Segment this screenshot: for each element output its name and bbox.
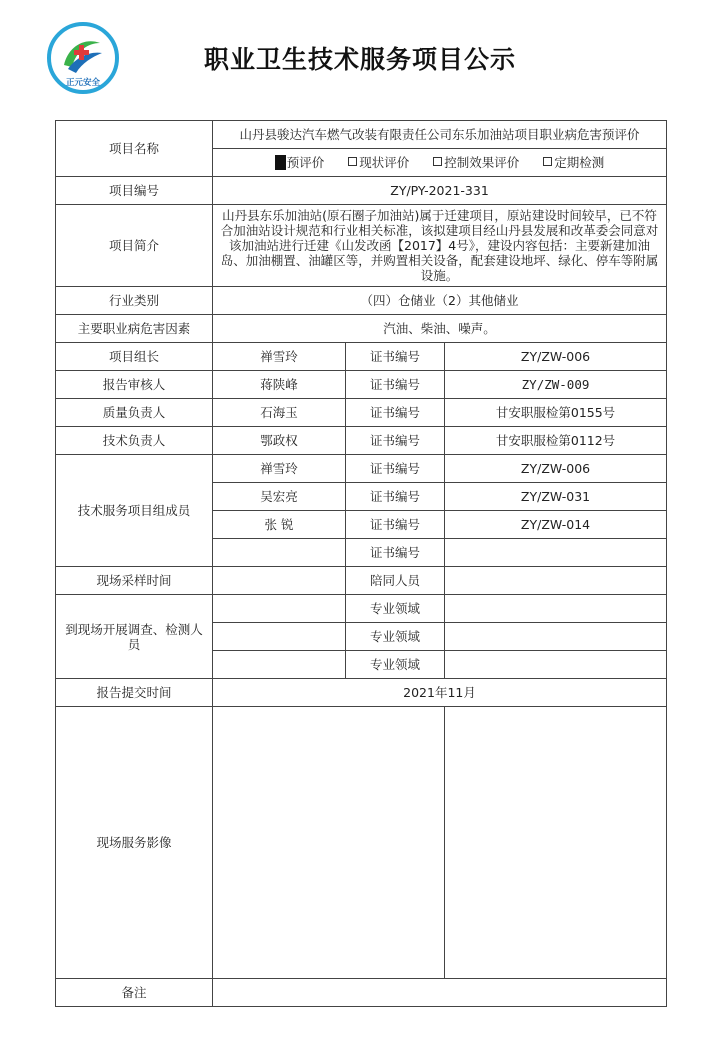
checkbox-empty-icon xyxy=(433,157,442,166)
member-name: 禅雪玲 xyxy=(213,455,346,483)
cert-label: 证书编号 xyxy=(346,371,445,399)
project-name-value: 山丹县骏达汽车燃气改装有限责任公司东乐加油站项目职业病危害预评价 xyxy=(213,121,667,149)
checkbox-empty-icon xyxy=(543,157,552,166)
member-cert: ZY/ZW-006 xyxy=(445,455,667,483)
tech-label: 技术负责人 xyxy=(56,427,213,455)
evaluation-type-options xyxy=(213,149,667,177)
member-name: 张 锐 xyxy=(213,511,346,539)
leader-name: 禅雪玲 xyxy=(213,343,346,371)
remarks-value xyxy=(213,979,667,1007)
intro-label: 项目简介 xyxy=(56,205,213,287)
type-control-eval[interactable]: 控制效果评价 xyxy=(433,155,519,170)
member-cert xyxy=(445,539,667,567)
cert-label: 证书编号 xyxy=(346,511,445,539)
type-periodic-test[interactable]: 定期检测 xyxy=(543,155,604,170)
submit-value: 2021年11月 xyxy=(213,679,667,707)
member-cert: ZY/ZW-031 xyxy=(445,483,667,511)
intro-value: 山丹县东乐加油站(原石圈子加油站)属于迁建项目，原站建设时间较早，已不符合加油站设计规范和行业相关标准，该拟建项目经山丹县发展和改革委会同意对该加油站进行迁建《山发改函【2017】4号》，建设内容包括：主要新建加油岛、加油棚置、油罐区等，并购置相关设备，配套建设地坪、绿化、停车等附属设施。 xyxy=(213,205,667,287)
info-table xyxy=(55,120,667,1007)
image-slot-left xyxy=(213,707,445,979)
tech-name: 鄂政权 xyxy=(213,427,346,455)
image-slot-right xyxy=(445,707,667,979)
hazards-label: 主要职业病危害因素 xyxy=(56,315,213,343)
cert-label: 证书编号 xyxy=(346,455,445,483)
member-name xyxy=(213,539,346,567)
quality-cert: 甘安职服检第0155号 xyxy=(445,399,667,427)
quality-label: 质量负责人 xyxy=(56,399,213,427)
onsite-person xyxy=(213,623,346,651)
onsite-person xyxy=(213,595,346,623)
quality-name: 石海玉 xyxy=(213,399,346,427)
member-cert: ZY/ZW-014 xyxy=(445,511,667,539)
industry-label: 行业类别 xyxy=(56,287,213,315)
cert-label: 证书编号 xyxy=(346,539,445,567)
cert-label: 证书编号 xyxy=(346,427,445,455)
member-name: 吴宏亮 xyxy=(213,483,346,511)
project-name-label: 项目名称 xyxy=(56,121,213,177)
cert-label: 证书编号 xyxy=(346,399,445,427)
reviewer-cert: ZY/ZW-009 xyxy=(445,371,667,399)
type-status-eval[interactable]: 现状评价 xyxy=(348,155,409,170)
onsite-label: 到现场开展调查、检测人员 xyxy=(56,595,213,679)
companion-label: 陪同人员 xyxy=(346,567,445,595)
sampling-value xyxy=(213,567,346,595)
type-pre-eval[interactable]: 预评价 xyxy=(275,155,325,170)
cert-label: 证书编号 xyxy=(346,483,445,511)
checkbox-checked-icon xyxy=(275,155,286,170)
field-value xyxy=(445,623,667,651)
companion-value xyxy=(445,567,667,595)
project-no-value: ZY/PY-2021-331 xyxy=(213,177,667,205)
leader-label: 项目组长 xyxy=(56,343,213,371)
hazards-value: 汽油、柴油、噪声。 xyxy=(213,315,667,343)
cert-label: 证书编号 xyxy=(346,343,445,371)
reviewer-name: 蒋陕峰 xyxy=(213,371,346,399)
sampling-label: 现场采样时间 xyxy=(56,567,213,595)
page-title: 职业卫生技术服务项目公示 xyxy=(203,45,516,74)
field-label: 专业领域 xyxy=(346,651,445,679)
onsite-person xyxy=(213,651,346,679)
members-label: 技术服务项目组成员 xyxy=(56,455,213,567)
project-no-label: 项目编号 xyxy=(56,177,213,205)
field-label: 专业领域 xyxy=(346,595,445,623)
checkbox-empty-icon xyxy=(348,157,357,166)
industry-value: （四）仓储业（2）其他储业 xyxy=(213,287,667,315)
tech-cert: 甘安职服检第0112号 xyxy=(445,427,667,455)
submit-label: 报告提交时间 xyxy=(56,679,213,707)
field-value xyxy=(445,651,667,679)
reviewer-label: 报告审核人 xyxy=(56,371,213,399)
logo-text: 正元安全 xyxy=(65,78,101,88)
field-label: 专业领域 xyxy=(346,623,445,651)
remarks-label: 备注 xyxy=(56,979,213,1007)
leader-cert: ZY/ZW-006 xyxy=(445,343,667,371)
field-value xyxy=(445,595,667,623)
images-label: 现场服务影像 xyxy=(56,707,213,979)
